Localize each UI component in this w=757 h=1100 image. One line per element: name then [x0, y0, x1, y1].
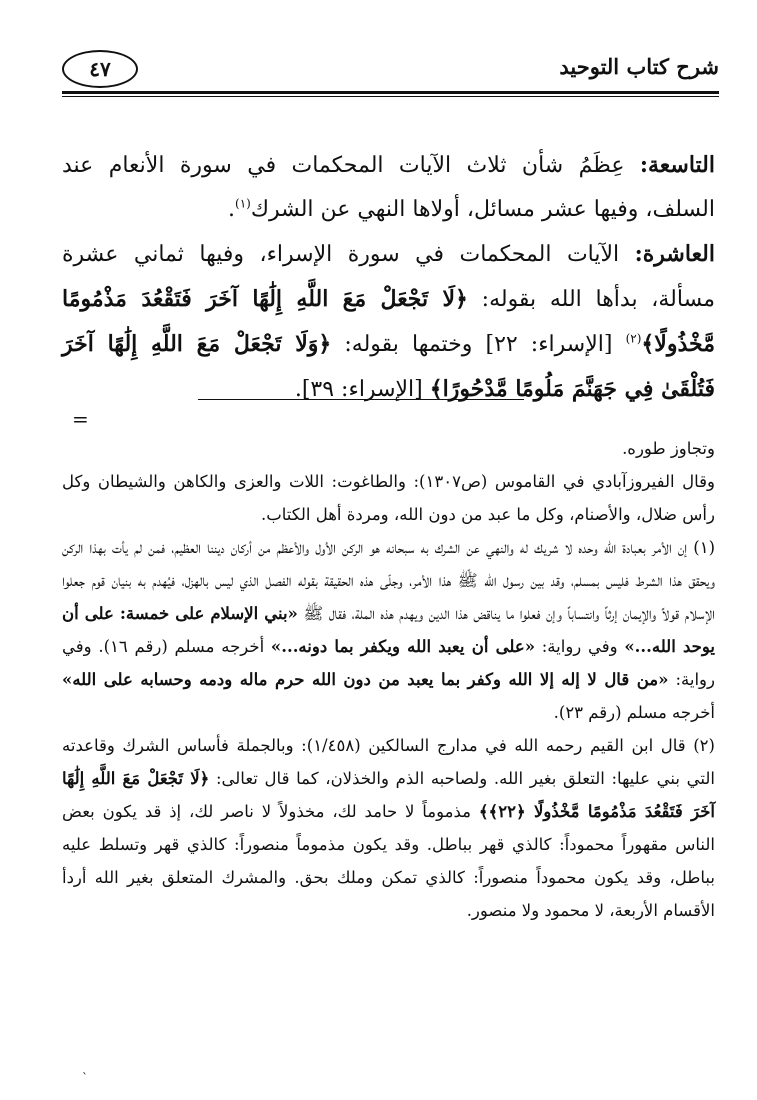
ninth-lead: التاسعة: [639, 152, 715, 178]
running-title: شرح كتاب التوحيد [559, 54, 719, 79]
hadith-3: «من قال لا إله إلا الله وكفر بما يعبد من دون الله حرم ماله ودمه وحسابه على الله» [62, 670, 669, 689]
footnote-2-number: (٢) [693, 736, 715, 755]
footnote-continuation-1: وتجاوز طوره. [622, 439, 715, 458]
footnote-2-text-b: مذموماً لا حامد لك، مخذولاً لا ناصر لك، إذ قد يكون بعض الناس مقهوراً محموداً: كالذي قهر بباطل. وقد يكون مذموماً منصوراً: كالذي قهر وتسلط عليه بباطل، وقد يكون محموداً منصوراً: كالذي تمكن وملك بحق. والمشرك المتعلق بغير الله أردأ الأقسام الأربعة، لا محمود ولا منصور. [62, 802, 715, 920]
footnote-separator [198, 399, 524, 400]
footnote-continuation-2: وقال الفيروزآبادي في القاموس (ص١٣٠٧): والطاغوت: اللات والعزى والكاهن والشيطان وكل رأس ضلال، والأصنام، وكل ما عبد من دون الله، ومردة أهل الكتاب. [62, 472, 715, 524]
footnote-2-text-a: قال ابن القيم رحمه الله في مدارج السالكين (١/٤٥٨): وبالجملة فأساس الشرك وقاعدته التي بني عليها: التعلق بغير الله. ولصاحبه الذم والخذلان، كما قال تعالى: [62, 736, 715, 788]
tenth-text-2: [الإسراء: ٢٢] وختمها بقوله: [331, 332, 626, 357]
header-rule [62, 91, 719, 94]
continuation-mark: = [72, 407, 89, 431]
footnote-1-text-e: أخرجه مسلم (رقم ٢٣). [553, 703, 715, 722]
footnote-2 [62, 729, 715, 927]
hadith-1: «بني الإسلام على خمسة: على أن يوحد الله...» [62, 604, 715, 656]
quran-verse-2: ﴿وَلَا تَجْعَلْ مَعَ اللَّهِ إِلَٰهًا آخَرَ فَتُلْقَىٰ فِي جَهَنَّمَ مَلُومًا مَّدْحُورًا﴾ [62, 331, 715, 402]
footnote-1-text-c: وفي رواية: [535, 637, 625, 656]
tenth-text-3: [الإسراء: ٣٩]. [294, 377, 430, 402]
hadith-2: «على أن يعبد الله ويكفر بما دونه...» [270, 637, 536, 656]
main-text [62, 143, 715, 412]
ninth-end: . [228, 197, 235, 222]
tenth-text: الآيات المحكمات في سورة الإسراء، وفيها ثماني عشرة مسألة، بدأها الله بقوله: [62, 242, 715, 312]
footnote-1 [62, 531, 715, 729]
page-number: ٤٧ [62, 50, 138, 88]
quran-verse-1: ﴿لَا تَجْعَلْ مَعَ اللَّهِ إِلَٰهًا آخَرَ فَتَقْعُدَ مَذْمُومًا مَّخْذُولًا﴾ [62, 286, 716, 357]
quran-verse-3: ﴿لَا تَجْعَلْ مَعَ اللَّهِ إِلَٰهًا آخَرَ فَتَقْعُدَ مَذْمُومًا مَّخْذُولًا ﴿٢٢﴾﴾ [62, 769, 716, 821]
ninth-text: عِظَمُ شأن ثلاث الآيات المحكمات في سورة الأنعام عند السلف، وفيها عشر مسائل، أولاها النهي عن الشرك [62, 153, 715, 222]
paragraph-ninth [62, 143, 715, 232]
footnote-ref-1: (١) [235, 196, 251, 211]
footnotes [62, 432, 715, 927]
tenth-lead: العاشرة: [634, 241, 715, 267]
footnote-1-text-d: أخرجه مسلم (رقم ١٦). وفي رواية: [62, 637, 715, 689]
footnote-ref-2: (٢) [625, 331, 642, 346]
paragraph-tenth [62, 232, 715, 412]
header-rule-thin [62, 96, 719, 97]
footnote-1-number: (١) [693, 538, 715, 557]
footnote-1-text-a: إن الأمر بعبادة الله وحده لا شريك له والنهي عن الشرك به سبحانه هو الركن الأول والأعظم من أركان ديننا العظيم، فمن لم يأت بهذا الركن ويحقق هذا الشرط فليس بمسلم، وقد بين رسول الله ﷺ هذا الأمر، وجلّى هذه الحقيقة بقوله الفصل الذي ليس بالهزل، فيُهدم به بنيان قوم جعلوا الإسلام قولاً والإيمان إرثاً وانتساباً وإن فعلوا ما يناقض هذا الدين ويهدم هذه الملة، فقال ﷺ [62, 538, 715, 623]
stray-mark: ` [82, 1071, 88, 1085]
